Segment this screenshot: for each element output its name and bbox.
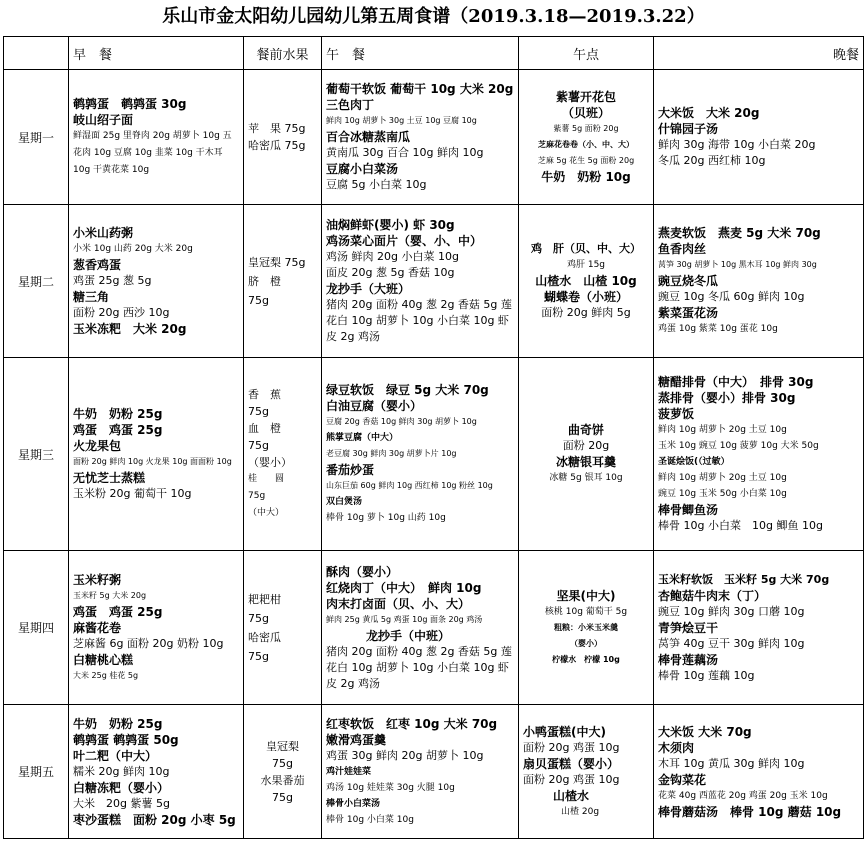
header-dinner: 晚餐 — [654, 37, 864, 70]
menu-item: 牛奶 奶粉 25g — [73, 716, 163, 731]
menu-item: 糖醋排骨（中大） 排骨 30g — [658, 375, 814, 389]
ingredients: 豌豆 10g 冬瓜 60g 鲜肉 10g — [658, 290, 805, 303]
ingredients: 紫薯 5g 面粉 20g — [553, 124, 619, 133]
fruit-item: 75g — [248, 293, 269, 307]
ingredients: 芝麻酱 6g 面粉 20g 奶粉 10g — [73, 636, 224, 650]
menu-item: 棒骨蘑菇汤 棒骨 10g 蘑菇 10g — [658, 804, 842, 819]
menu-item: 熊掌豆腐（中大） — [326, 433, 399, 443]
fruit-item: 75g — [248, 649, 269, 663]
menu-item: 小鸭蛋糕(中大) — [523, 724, 606, 739]
fruit-item: 75g — [248, 611, 269, 625]
menu-item: 番茄炒蛋 — [326, 463, 375, 477]
breakfast-tuesday — [69, 205, 244, 358]
menu-item: 葡萄干软饭 葡萄干 10g 大米 20g — [326, 82, 514, 96]
menu-item: 大米饭 大米 70g — [658, 724, 752, 739]
fruit-item: 皇冠梨 75g — [248, 255, 306, 269]
day-label-tuesday: 星期二 — [4, 205, 69, 358]
ingredients: 鲜肉 10g 胡萝卜 20g 土豆 10g — [658, 425, 787, 435]
ingredients: 猪肉 20g 面粉 40g 葱 2g 香菇 5g 莲花白 10g 胡萝卜 10g 小白菜 10g 虾皮 2g 鸡汤 — [326, 644, 512, 690]
menu-item: 枣沙蛋糕 面粉 20g 小枣 5g — [73, 812, 236, 827]
menu-item: 绿豆软饭 绿豆 5g 大米 70g — [326, 383, 489, 397]
menu-item: 山楂水 山楂 10g — [535, 274, 637, 288]
menu-item: 三色肉丁 — [326, 98, 375, 112]
fruit-item: 75g — [248, 405, 269, 418]
fruit-monday — [244, 70, 322, 205]
fruit-item: 哈密瓜 — [248, 630, 281, 644]
row-tuesday — [4, 205, 864, 358]
menu-item: 圣诞烩饭(（过敏） — [658, 457, 730, 467]
lunch-friday — [322, 705, 519, 839]
menu-item: 木须肉 — [658, 740, 695, 755]
fruit-item: 皇冠梨 — [266, 739, 299, 753]
menu-item: （婴小） — [570, 638, 602, 648]
menu-item: 豌豆烧冬瓜 — [658, 274, 719, 288]
menu-item: 肉末打卤面（贝、小、大） — [326, 596, 471, 611]
menu-item: 杏鲍菇牛肉末（丁） — [658, 588, 767, 603]
ingredients: 鸡蛋 10g 紫菜 10g 蛋花 10g — [658, 324, 778, 334]
dinner-wednesday — [654, 358, 864, 551]
fruit-item: 苹 果 75g — [248, 122, 306, 135]
menu-item: 鸡蛋 鸡蛋 25g — [73, 423, 163, 437]
day-label-thursday: 星期四 — [4, 551, 69, 705]
fruit-item: 香 蕉 — [248, 388, 281, 401]
ingredients: 老豆腐 30g 鲜肉 30g 胡萝卜片 10g — [326, 449, 457, 458]
ingredients: 大米 25g 桂花 5g — [73, 670, 139, 680]
day-label-friday: 星期五 — [4, 705, 69, 839]
breakfast-thursday — [69, 551, 244, 705]
menu-item: 葱香鸡蛋 — [73, 258, 122, 272]
lunch-wednesday — [322, 358, 519, 551]
menu-item: 什锦园子汤 — [658, 122, 719, 136]
menu-item: 牛奶 奶粉 25g — [73, 407, 163, 421]
menu-item: 玉米籽粥 — [73, 572, 122, 587]
menu-item: 小米山药粥 — [73, 226, 134, 240]
ingredients: 玉米 10g 豌豆 10g 菠萝 10g 大米 50g — [658, 441, 819, 451]
ingredients: 豆腐 20g 香菇 10g 鲜肉 30g 胡萝卜 10g — [326, 417, 477, 426]
fruit-thursday — [244, 551, 322, 705]
ingredients: 糯米 20g 鲜肉 10g — [73, 764, 170, 778]
lunch-thursday — [322, 551, 519, 705]
fruit-item: 耙耙柑 — [248, 592, 281, 606]
dinner-friday — [654, 705, 864, 839]
header-lunch: 午 餐 — [322, 37, 519, 70]
fruit-item: 75g — [272, 756, 293, 770]
fruit-item: 水果番茄 — [260, 773, 305, 787]
ingredients: 莴笋 30g 胡萝卜 10g 黑木耳 10g 鲜肉 30g — [658, 260, 817, 269]
menu-item: 红枣软饭 红枣 10g 大米 70g — [326, 716, 498, 731]
ingredients: 芝麻 5g 花生 5g 面粉 20g — [537, 156, 635, 165]
menu-item: 百合冰糖蒸南瓜 — [326, 130, 411, 144]
ingredients: 棒骨 10g 萝卜 10g 山药 10g — [326, 513, 446, 523]
header-snack: 午点 — [519, 37, 654, 70]
menu-item: 龙抄手（中班） — [366, 628, 451, 643]
menu-item: 叶二粑（中大） — [73, 748, 158, 763]
dinner-thursday — [654, 551, 864, 705]
ingredients: 面粉 20g 鸡蛋 10g — [523, 772, 620, 786]
ingredients: 花菜 40g 西蓝花 20g 鸡蛋 20g 玉米 10g — [658, 790, 828, 801]
menu-item: 曲奇饼 — [567, 423, 604, 437]
menu-item: 白油豆腐（婴小） — [326, 399, 423, 413]
menu-item: 扇贝蛋糕（婴小） — [523, 756, 620, 771]
ingredients: 玉米粉 20g 葡萄干 10g — [73, 487, 192, 500]
page-title: 乐山市金太阳幼儿园幼儿第五周食谱（2019.3.18—2019.3.22） — [162, 6, 705, 27]
fruit-item: 血 橙 — [248, 422, 281, 435]
menu-item: 鸡蛋 鸡蛋 25g — [73, 604, 163, 619]
menu-item: 无忧芝士蒸糕 — [73, 471, 146, 485]
lunch-monday — [322, 70, 519, 205]
menu-item: 火龙果包 — [73, 439, 122, 453]
menu-item: 鱼香肉丝 — [658, 242, 707, 256]
fruit-item: 75g — [272, 790, 293, 804]
fruit-item: 桂 圆 — [248, 474, 285, 484]
ingredients: 鲜肉 30g 海带 10g 小白菜 20g — [658, 138, 816, 151]
menu-item: 岐山绍子面 — [73, 112, 134, 127]
menu-item: 嫩滑鸡蛋羹 — [326, 732, 387, 747]
menu-item: 柠檬水 柠檬 10g — [552, 654, 620, 664]
menu-item: 鸡汤菜心面片（婴、小、中） — [326, 234, 483, 248]
ingredients: 小米 10g 山药 20g 大米 20g — [73, 244, 193, 254]
ingredients: 玉米籽 5g 大米 20g — [73, 590, 147, 600]
day-label-monday: 星期一 — [4, 70, 69, 205]
ingredients: 鸡汤 10g 娃娃菜 30g 火腿 10g — [326, 782, 455, 793]
menu-item: 麻酱花卷 — [73, 620, 122, 635]
fruit-item: 75g — [248, 439, 269, 452]
ingredients: 山东巨茄 60g 鲜肉 10g 西红柿 10g 粉丝 10g — [326, 481, 493, 490]
fruit-item: （中大） — [248, 508, 285, 518]
menu-item: （贝班） — [561, 106, 610, 120]
ingredients: 冰糖 5g 银耳 10g — [549, 473, 623, 483]
ingredients: 鸡蛋 25g 葱 5g — [73, 274, 152, 287]
fruit-tuesday — [244, 205, 322, 358]
breakfast-friday — [69, 705, 244, 839]
day-label-wednesday: 星期三 — [4, 358, 69, 551]
fruit-friday — [244, 705, 322, 839]
ingredients: 棒骨 10g 小白菜 10g 鲫鱼 10g — [658, 519, 823, 532]
menu-item: 豆腐小白菜汤 — [326, 162, 399, 176]
ingredients: 面粉 20g 西沙 10g — [73, 306, 170, 319]
menu-item: 双白煲汤 — [326, 497, 363, 507]
ingredients: 木耳 10g 黄瓜 30g 鲜肉 10g — [658, 756, 805, 770]
menu-item: 紫薯开花包 — [555, 90, 616, 104]
ingredients: 棒骨 10g 小白菜 10g — [326, 814, 414, 825]
fruit-item: 脐 橙 — [248, 274, 281, 288]
ingredients: 鸡蛋 30g 鲜肉 20g 胡萝卜 10g — [326, 748, 484, 762]
dinner-monday — [654, 70, 864, 205]
breakfast-wednesday — [69, 358, 244, 551]
ingredients: 鸡汤 鲜肉 20g 小白菜 10g — [326, 250, 459, 263]
menu-item: 棒骨小白菜汤 — [326, 798, 381, 809]
ingredients: 鲜肉 10g 胡萝卜 20g 土豆 10g — [658, 473, 787, 483]
menu-item: 牛奶 奶粉 10g — [541, 170, 631, 184]
header-day — [4, 37, 69, 70]
fruit-item: （婴小） — [248, 456, 292, 469]
ingredients: 面粉 20g 鲜肉 10g 火龙果 10g 面面粉 10g — [73, 457, 232, 466]
ingredients: 猪肉 20g 面粉 40g 葱 2g 香菇 5g 莲花白 10g 胡萝卜 10g 小白菜 10g 虾皮 2g 鸡汤 — [326, 298, 512, 343]
dinner-tuesday — [654, 205, 864, 358]
snack-wednesday — [519, 358, 654, 551]
row-wednesday — [4, 358, 864, 551]
menu-item: 金钩菜花 — [658, 772, 707, 787]
menu-item: 燕麦软饭 燕麦 5g 大米 70g — [658, 226, 821, 240]
ingredients: 鲜肉 25g 黄瓜 5g 鸡蛋 10g 面条 20g 鸡汤 — [326, 614, 483, 624]
ingredients: 棒骨 10g 莲藕 10g — [658, 668, 755, 682]
menu-item: 鹌鹑蛋 鹌鹑蛋 30g — [73, 96, 187, 111]
ingredients: 冬瓜 20g 西红柿 10g — [658, 154, 766, 167]
breakfast-monday — [69, 70, 244, 205]
row-friday — [4, 705, 864, 839]
menu-item: 芝麻花卷卷（小、中、大） — [538, 140, 634, 149]
row-thursday — [4, 551, 864, 705]
menu-item: 棒骨鲫鱼汤 — [658, 503, 719, 517]
menu-table — [3, 36, 864, 839]
menu-item: 油焖鲜虾(婴小) 虾 30g — [326, 218, 455, 232]
fruit-wednesday — [244, 358, 322, 551]
ingredients: 面粉 20g — [562, 439, 610, 452]
menu-item: 红烧肉丁（中大） 鲜肉 10g — [326, 580, 482, 595]
header-row — [4, 37, 864, 70]
ingredients: 面粉 20g 鸡蛋 10g — [523, 740, 620, 754]
menu-item: 蒸排骨（婴小）排骨 30g — [658, 391, 796, 405]
ingredients: 大米 20g 紫薯 5g — [73, 796, 170, 810]
menu-item: 坚果(中大) — [556, 588, 616, 603]
menu-item: 大米饭 大米 20g — [658, 106, 760, 120]
menu-item: 青笋烩豆干 — [658, 620, 719, 635]
menu-item: 玉米冻粑 大米 20g — [73, 322, 187, 336]
menu-item: 糖三角 — [73, 290, 110, 304]
menu-item: 紫菜蛋花汤 — [658, 306, 719, 320]
ingredients: 莴笋 40g 豆干 30g 鲜肉 10g — [658, 636, 805, 650]
snack-thursday — [519, 551, 654, 705]
row-monday — [4, 70, 864, 205]
menu-item: 鸡 肝（贝、中、大） — [531, 242, 641, 255]
menu-item: 棒骨莲藕汤 — [658, 652, 719, 667]
menu-item: 龙抄手（大班） — [326, 282, 411, 296]
menu-item: 山楂水 — [553, 788, 590, 803]
snack-monday — [519, 70, 654, 205]
ingredients: 豌豆 10g 鲜肉 30g 口蘑 10g — [658, 604, 805, 618]
menu-item: 鸡汁娃娃菜 — [326, 766, 372, 777]
ingredients: 豆腐 5g 小白菜 10g — [326, 178, 427, 191]
menu-item: 冰糖银耳羹 — [555, 455, 616, 469]
menu-item: 酥肉（婴小） — [326, 564, 399, 579]
menu-item: 玉米籽软饭 玉米籽 5g 大米 70g — [658, 572, 830, 586]
lunch-tuesday — [322, 205, 519, 358]
ingredients: 核桃 10g 葡萄干 5g — [544, 606, 628, 617]
ingredients: 黄南瓜 30g 百合 10g 鲜肉 10g — [326, 146, 484, 159]
fruit-item: 75g — [248, 491, 266, 501]
header-breakfast: 早 餐 — [69, 37, 244, 70]
fruit-item: 哈密瓜 75g — [248, 139, 306, 152]
snack-tuesday — [519, 205, 654, 358]
menu-item: 蝴蝶卷（小班） — [543, 290, 628, 304]
ingredients: 豌豆 10g 玉米 50g 小白菜 10g — [658, 489, 787, 499]
menu-item: 白糖桃心糕 — [73, 652, 134, 667]
ingredients: 鲜肉 10g 胡萝卜 30g 土豆 10g 豆腐 10g — [326, 116, 477, 125]
menu-item: 鹌鹑蛋 鹌鹑蛋 50g — [73, 732, 179, 747]
menu-item: 粗粮：小米玉米羹 — [554, 622, 618, 632]
menu-item: 菠萝饭 — [658, 407, 695, 421]
ingredients: 面皮 20g 葱 5g 香菇 10g — [326, 266, 455, 279]
snack-friday — [519, 705, 654, 839]
header-fruit: 餐前水果 — [244, 37, 322, 70]
ingredients: 鲜湿面 25g 里脊肉 20g 胡萝卜 10g 五花肉 10g 豆腐 10g 韭菜 10g 干木耳 10g 干黄花菜 10g — [73, 130, 232, 175]
ingredients: 面粉 20g 鲜肉 5g — [541, 306, 631, 319]
menu-item: 白糖冻粑（婴小） — [73, 780, 170, 795]
ingredients: 山楂 20g — [561, 806, 600, 817]
ingredients: 鸡肝 15g — [566, 260, 606, 270]
